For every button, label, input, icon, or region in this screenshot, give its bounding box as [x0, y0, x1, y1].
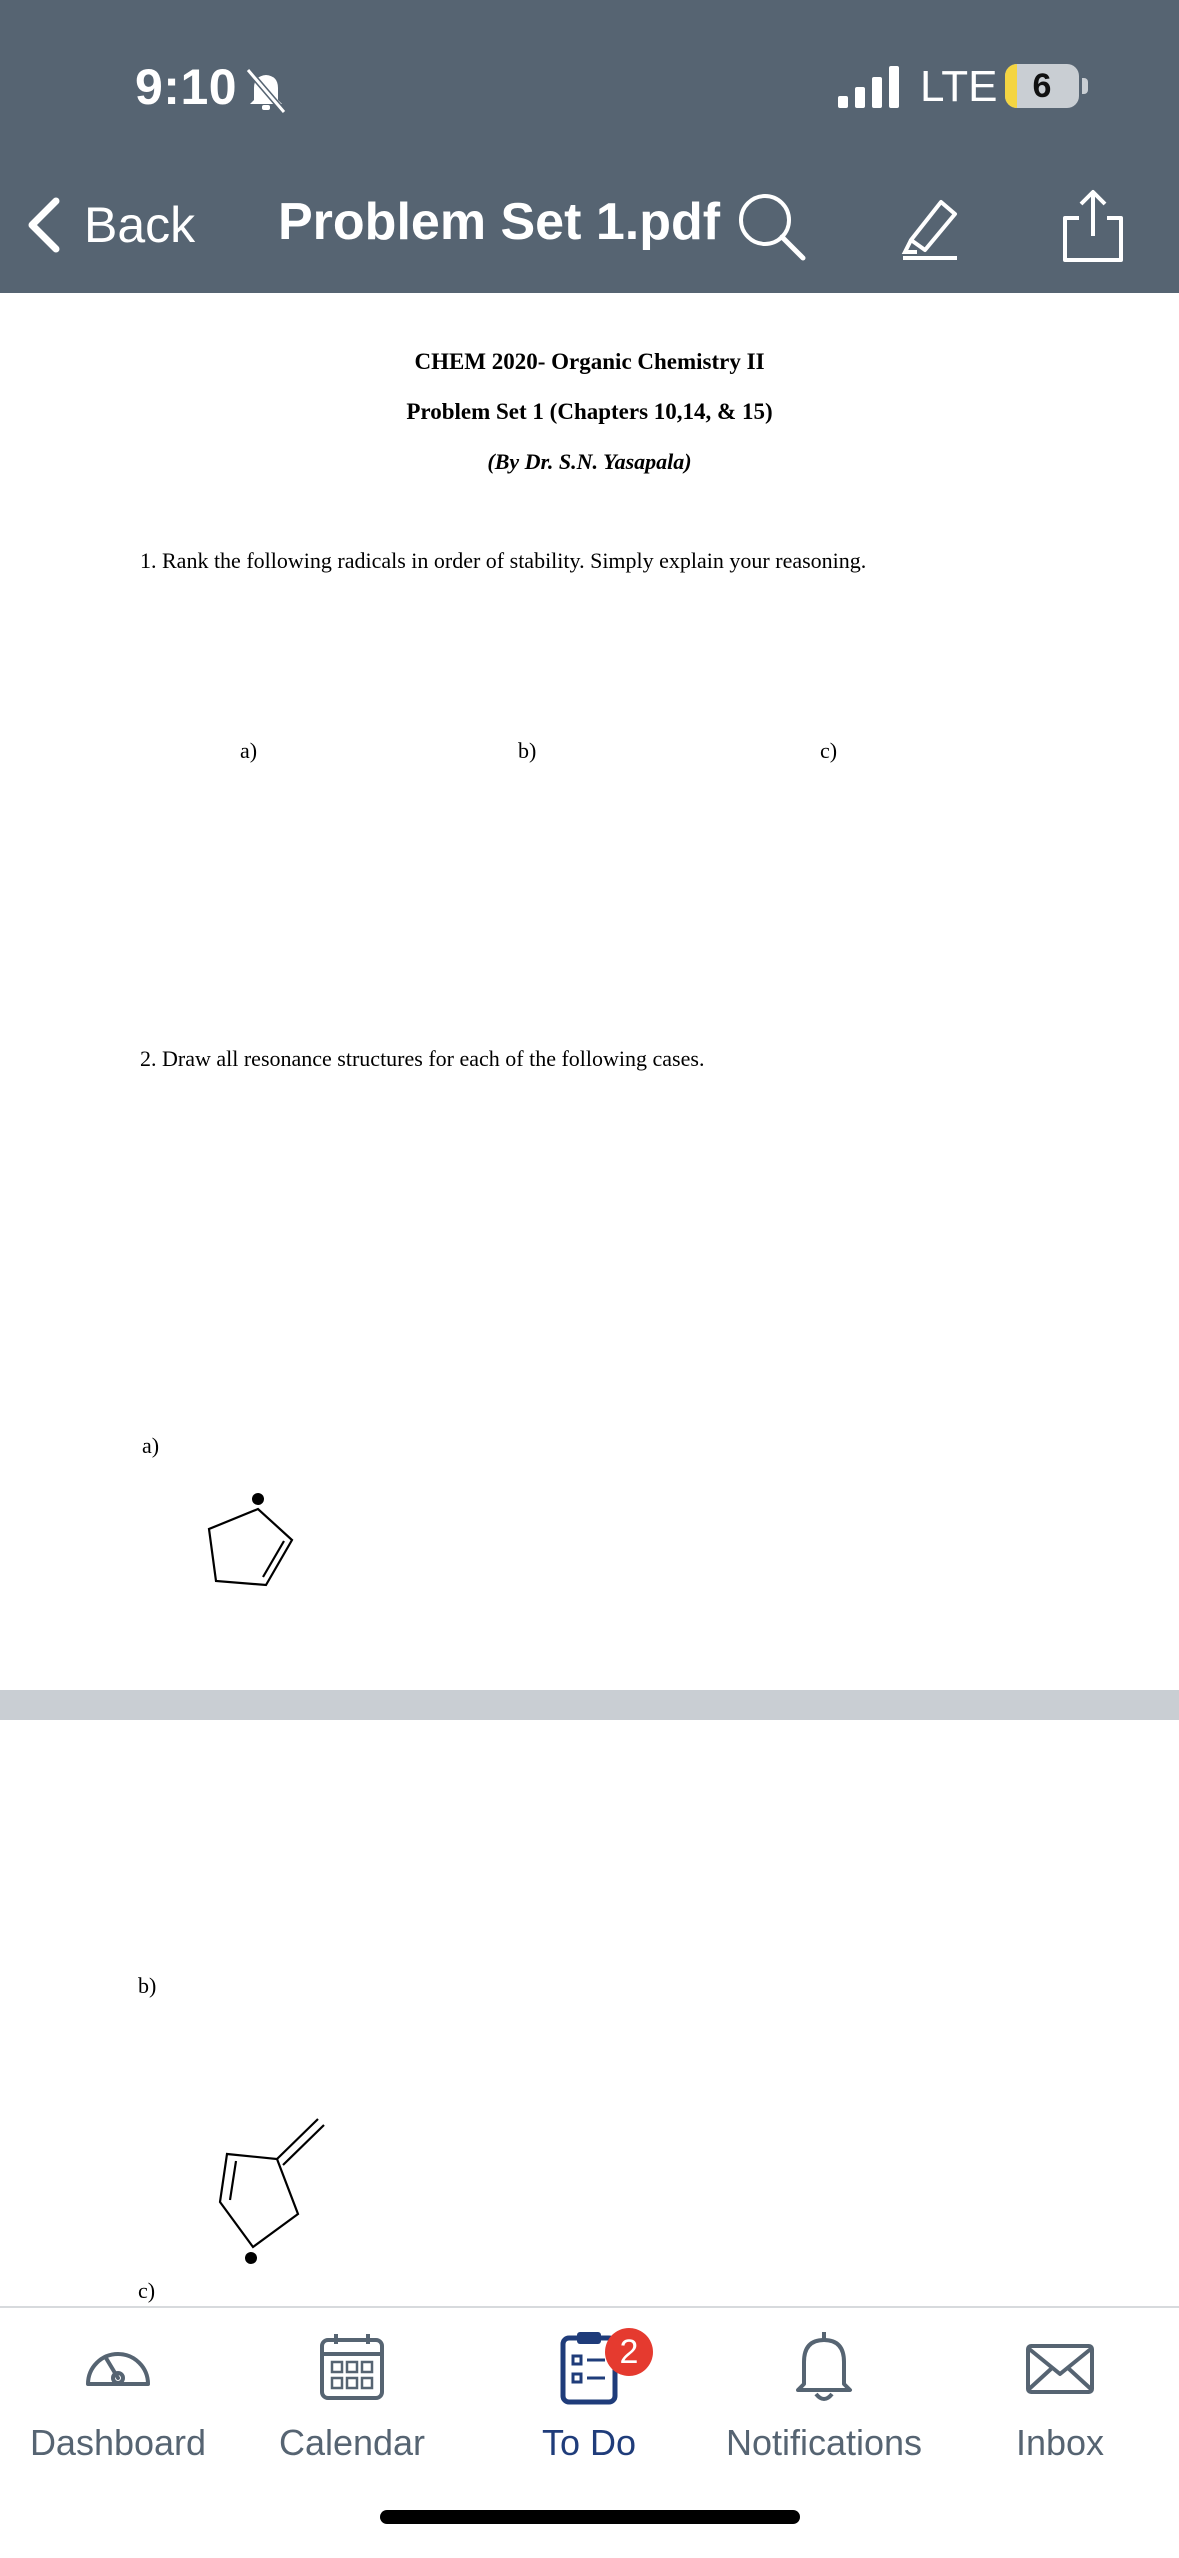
tab-inbox[interactable]	[950, 2328, 1170, 2464]
battery-nub	[1082, 78, 1088, 94]
chevron-left-icon	[22, 195, 66, 255]
signal-icon	[838, 66, 900, 108]
q2-label-b: b)	[138, 1973, 157, 1998]
q1-label-b: b)	[518, 738, 537, 763]
share-icon[interactable]	[1055, 188, 1131, 264]
battery-level: 6	[1032, 67, 1052, 105]
tab-label: Calendar	[278, 2422, 426, 2463]
battery-icon	[1005, 64, 1079, 108]
question-1: 1. Rank the following radicals in order of stability. Simply explain your reasoning.	[140, 548, 867, 573]
tab-calendar[interactable]	[242, 2328, 462, 2464]
bell-icon	[784, 2328, 864, 2408]
back-button[interactable]	[22, 190, 195, 260]
tab-todo[interactable]	[479, 2328, 699, 2464]
tab-dashboard[interactable]	[8, 2328, 228, 2464]
back-label: Back	[84, 197, 196, 253]
question-2: 2. Draw all resonance structures for each of the following cases.	[140, 1046, 705, 1071]
status-time: 9:10	[135, 59, 238, 115]
dashboard-icon	[78, 2328, 158, 2408]
problem-set-title: Problem Set 1 (Chapters 10,14, & 15)	[406, 399, 773, 424]
search-icon[interactable]	[733, 188, 809, 264]
tab-label: To Do	[541, 2422, 637, 2463]
tab-label: Inbox	[1015, 2422, 1105, 2463]
tab-label: Notifications	[725, 2422, 923, 2463]
tab-label: Dashboard	[29, 2422, 207, 2463]
tab-notifications[interactable]	[714, 2328, 934, 2464]
course-title: CHEM 2020- Organic Chemistry II	[414, 349, 765, 374]
highlighter-icon[interactable]	[893, 188, 969, 264]
q1-label-a: a)	[240, 738, 258, 763]
resonance-structures	[0, 1193, 1179, 2293]
silent-bell-icon	[240, 64, 292, 116]
page-divider	[0, 1690, 1179, 1720]
author-line: (By Dr. S.N. Yasapala)	[487, 449, 692, 474]
q1-label-c: c)	[820, 738, 838, 763]
q2-label-a: a)	[142, 1433, 160, 1458]
network-type: LTE	[920, 62, 998, 111]
calendar-icon	[312, 2328, 392, 2408]
mail-icon	[1020, 2328, 1100, 2408]
todo-badge: 2	[605, 2328, 653, 2376]
header-bar	[0, 0, 1179, 293]
q2-label-c: c)	[138, 2278, 156, 2303]
home-indicator[interactable]	[380, 2510, 800, 2524]
document-title: Problem Set 1.pdf	[278, 193, 721, 251]
radical-structures	[0, 583, 1179, 763]
methylenecyclopentene-ring	[220, 2154, 298, 2247]
